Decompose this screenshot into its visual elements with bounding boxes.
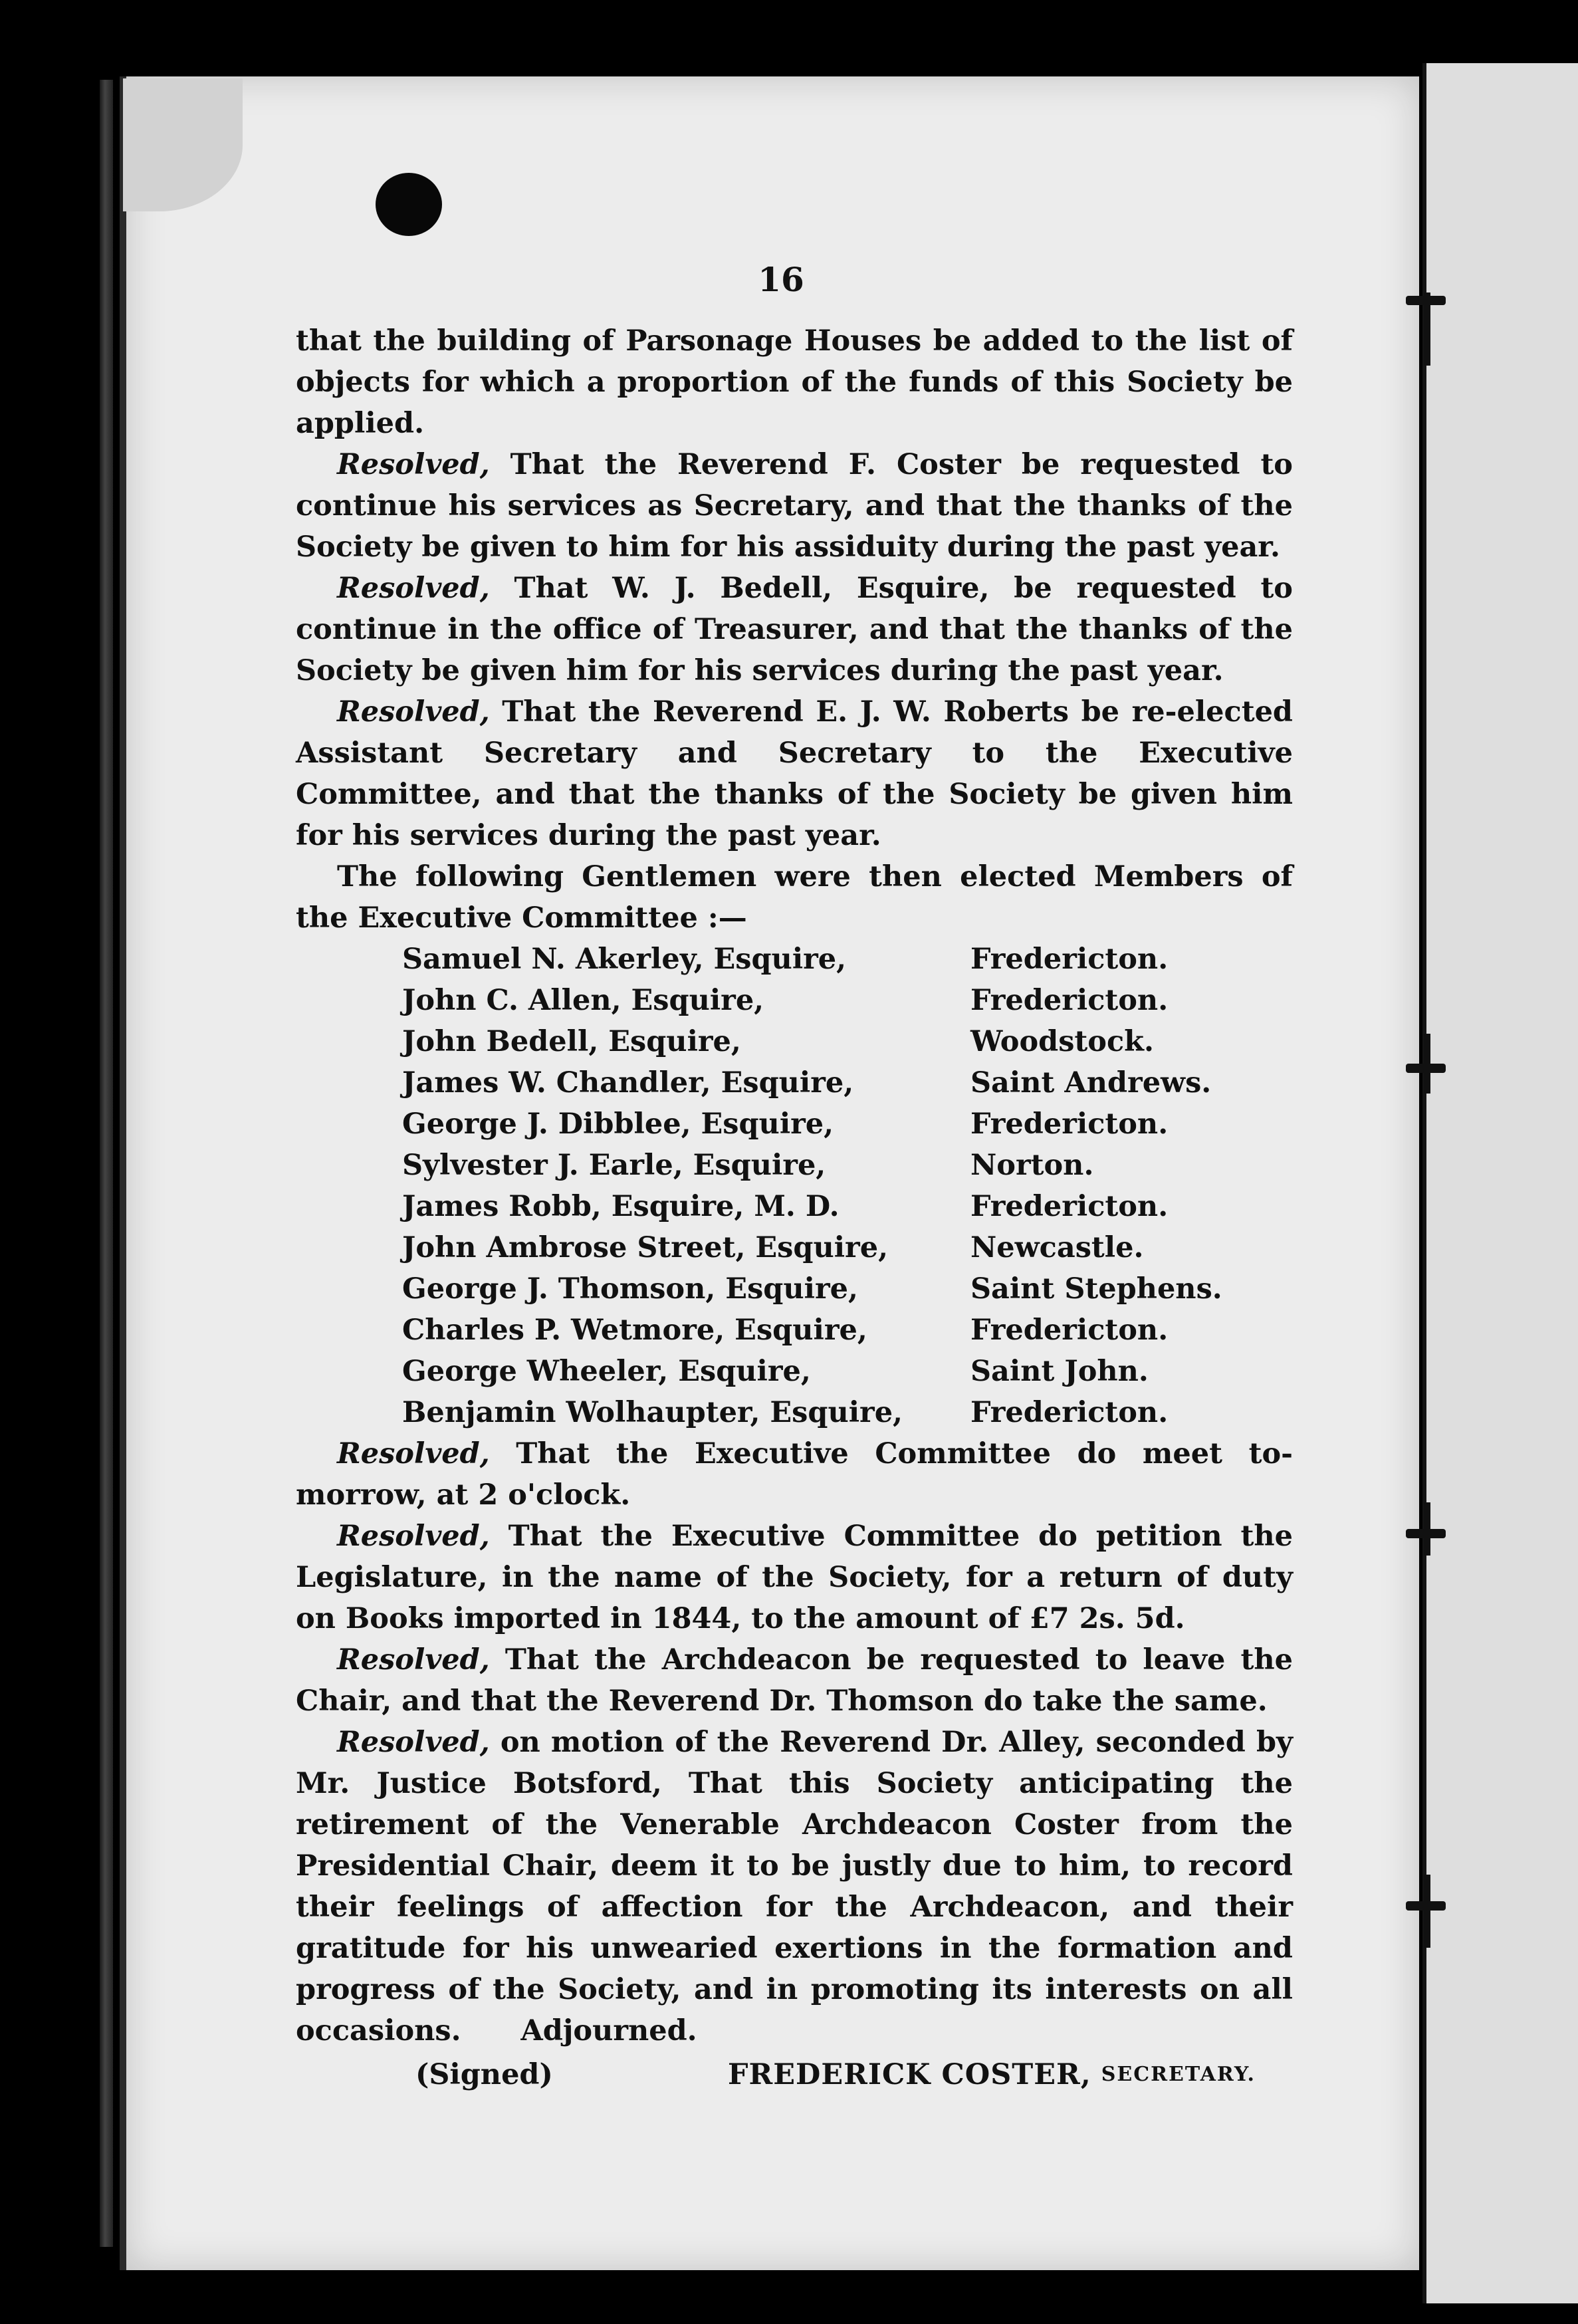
signer-name: FREDERICK COSTER,	[728, 2058, 1091, 2091]
resolution-text: That the Reverend F. Coster be requested to continue his services as Secretary, and that the thanks of the Society be given to him for his assiduity during the past year.	[296, 448, 1293, 564]
member-town: Norton.	[970, 1149, 1094, 1182]
resolution-text: That W. J. Bedell, Esquire, be requested to continue in the office of Treasurer, and that the thanks of the Society be given him for his services during the past year.	[296, 572, 1293, 687]
signature-line	[296, 2054, 1293, 2095]
committee-members-list	[402, 939, 1293, 1433]
list-item	[402, 1227, 1293, 1268]
resolved-label: Resolved,	[337, 1726, 490, 1759]
page-stack-edges	[100, 80, 113, 2247]
list-item	[402, 1062, 1293, 1104]
committee-intro: The following Gentlemen were then elected Members of the Executive Committee :—	[296, 860, 1293, 935]
signed-label: (Signed)	[415, 2058, 553, 2091]
resolution-text: That the Reverend E. J. W. Roberts be re-elected Assistant Secretary and Secretary to the Executive Committee, and that the thanks of the Society be given him for his services during the past year.	[296, 695, 1293, 852]
list-item	[402, 980, 1293, 1021]
member-town: Fredericton.	[970, 1107, 1169, 1141]
list-item	[402, 1145, 1293, 1186]
member-town: Fredericton.	[970, 1396, 1169, 1429]
list-item	[402, 1310, 1293, 1351]
resolution-treasurer	[296, 568, 1293, 691]
member-town: Saint John.	[970, 1355, 1149, 1388]
member-town: Fredericton.	[970, 984, 1169, 1017]
adjourned-text: Adjourned.	[520, 2014, 697, 2047]
facing-page	[1422, 63, 1578, 2303]
list-item	[402, 939, 1293, 980]
resolved-label: Resolved,	[337, 1437, 490, 1470]
member-name: Samuel N. Akerley, Esquire,	[402, 943, 847, 976]
resolved-label: Resolved,	[337, 572, 490, 605]
list-item	[402, 1021, 1293, 1062]
member-name: James W. Chandler, Esquire,	[402, 1066, 854, 1100]
resolution-chair	[296, 1639, 1293, 1722]
paragraph-parsonage: that the building of Parsonage Houses be added to the list of objects for which a proportion of the funds of this Society be applied.	[296, 324, 1293, 440]
list-item	[402, 1351, 1293, 1392]
member-name: John Ambrose Street, Esquire,	[402, 1231, 889, 1264]
member-town: Newcastle.	[970, 1231, 1144, 1264]
member-name: Charles P. Wetmore, Esquire,	[402, 1314, 867, 1347]
resolved-label: Resolved,	[337, 448, 490, 481]
page-content	[296, 259, 1293, 2095]
resolution-tribute	[296, 1722, 1293, 2051]
binding-thread	[1424, 1875, 1430, 1948]
resolved-label: Resolved,	[337, 1643, 490, 1677]
member-name: George J. Thomson, Esquire,	[402, 1272, 858, 1306]
binding-stitch	[1406, 1529, 1446, 1538]
member-town: Saint Stephens.	[970, 1272, 1222, 1306]
resolution-assistant-secretary	[296, 691, 1293, 856]
resolved-label: Resolved,	[337, 695, 490, 729]
member-name: Sylvester J. Earle, Esquire,	[402, 1149, 826, 1182]
page-number: 16	[758, 260, 804, 299]
member-town: Fredericton.	[970, 1314, 1169, 1347]
list-item	[402, 1392, 1293, 1433]
member-town: Saint Andrews.	[970, 1066, 1212, 1100]
resolved-label: Resolved,	[337, 1520, 490, 1553]
resolution-text: That the Archdeacon be requested to leave the Chair, and that the Reverend Dr. Thomson do take the same.	[296, 1643, 1293, 1718]
member-name: John Bedell, Esquire,	[402, 1025, 741, 1058]
member-name: George Wheeler, Esquire,	[402, 1355, 811, 1388]
resolution-secretary	[296, 444, 1293, 568]
resolution-text: on motion of the Reverend Dr. Alley, seconded by Mr. Justice Botsford, That this Society anticipating the retirement of the Venerable Archdeacon Coster from the Presidential Chair, deem it to be justly due to him, to record their feelings of affection for the Archdeacon, and their gratitude for his unwearied exertions in the formation and progress of the Society, and in promoting its interests on all occasions.	[296, 1726, 1293, 2047]
list-item	[402, 1268, 1293, 1310]
resolution-meeting	[296, 1433, 1293, 1516]
member-name: George J. Dibblee, Esquire,	[402, 1107, 834, 1141]
list-item	[402, 1104, 1293, 1145]
list-item	[402, 1186, 1293, 1227]
member-town: Woodstock.	[970, 1025, 1154, 1058]
resolution-text: That the Executive Committee do petition the Legislature, in the name of the Society, for a return of duty on Books imported in 1844, to the amount of £7 2s. 5d.	[296, 1520, 1293, 1635]
resolution-text: That the Executive Committee do meet to-morrow, at 2 o'clock.	[296, 1437, 1293, 1512]
member-town: Fredericton.	[970, 1190, 1169, 1223]
member-name: Benjamin Wolhaupter, Esquire,	[402, 1396, 903, 1429]
member-name: James Robb, Esquire, M. D.	[402, 1190, 840, 1223]
resolution-petition	[296, 1516, 1293, 1639]
member-town: Fredericton.	[970, 943, 1169, 976]
binding-stitch	[1406, 1901, 1446, 1911]
binding-stitch	[1406, 296, 1446, 305]
signer-title: SECRETARY.	[1101, 2063, 1256, 2086]
member-name: John C. Allen, Esquire,	[402, 984, 764, 1017]
punch-hole	[376, 173, 442, 236]
binding-stitch	[1406, 1064, 1446, 1073]
